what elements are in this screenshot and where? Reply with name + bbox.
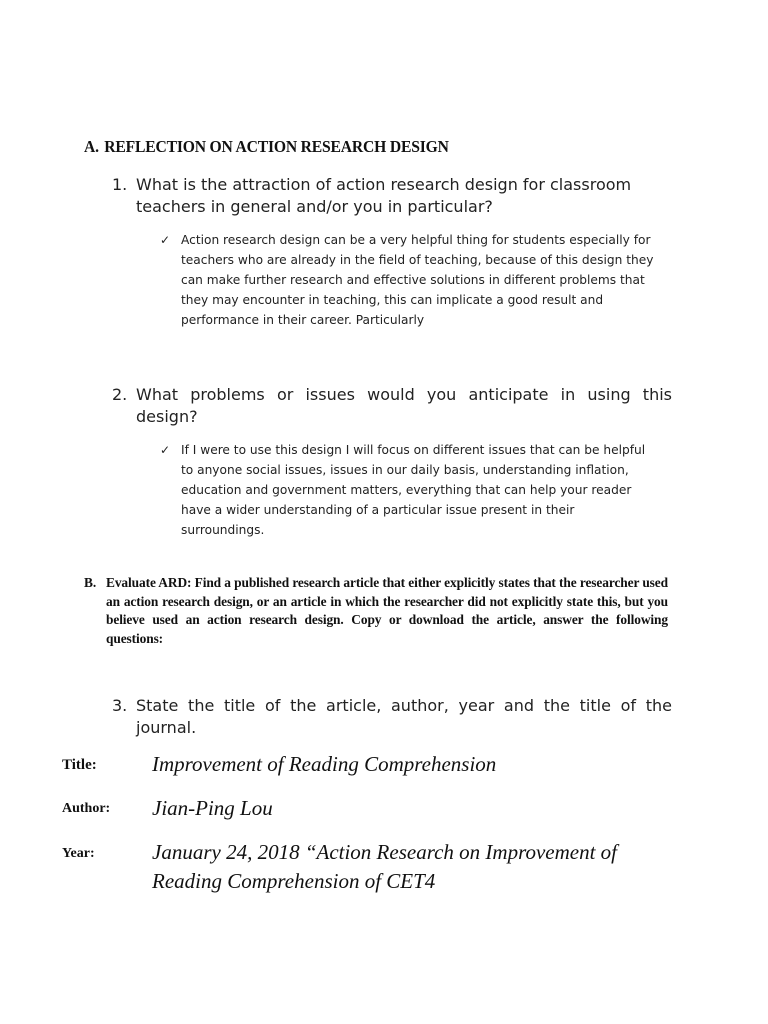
author-label: Author: <box>62 801 111 816</box>
question-2 <box>112 384 672 428</box>
author-value: Jian-Ping Lou <box>152 796 273 820</box>
year-value: January 24, 2018 “Action Research on Improvement of Reading Comprehension of CET4 <box>152 840 618 893</box>
title-value: Improvement of Reading Comprehension <box>152 752 497 776</box>
answer-2-text: If I were to use this design I will focus on different issues that can be helpful to anyone social issues, issues in our daily basis, understanding inflation, education and government matters, everything that can help your reader have a wider understanding of a particular issue present in their surroundings. <box>181 443 646 537</box>
checkmark-icon: ✓ <box>160 233 171 247</box>
title-label: Title: <box>62 757 97 773</box>
question-2-text: What problems or issues would you anticipate in using this design? <box>136 385 672 426</box>
question-1-number: 1. <box>112 175 128 194</box>
section-b-letter: B. <box>84 575 97 590</box>
section-a-letter: A. <box>84 137 99 156</box>
answer-1-text: Action research design can be a very helpful thing for students especially for teachers who are already in the field of teaching, because of this design they can make further research and effective solutions in different problems that they may encounter in teaching, this can implicate a good result and performance in their career. Particularly <box>181 233 654 327</box>
year-label: Year: <box>62 846 95 861</box>
answer-2 <box>160 440 660 540</box>
section-a-title: REFLECTION ON ACTION RESEARCH DESIGN <box>104 137 449 156</box>
checkmark-icon: ✓ <box>160 443 171 457</box>
section-b <box>84 574 668 648</box>
answer-1 <box>160 230 660 330</box>
question-3-number: 3. <box>112 696 128 715</box>
question-1-text: What is the attraction of action research design for classroom teachers in general and/or you in particular? <box>136 175 632 216</box>
question-2-number: 2. <box>112 385 128 404</box>
question-3 <box>112 695 672 739</box>
section-b-text: Evaluate ARD: Find a published research article that either explicitly states that the researcher used an action research design, or an article in which the researcher did not explicitly state this, but you believe used an action research design. Copy or download the article, answer the following questions: <box>106 575 668 646</box>
question-1 <box>112 174 672 218</box>
section-a-heading <box>84 137 449 157</box>
question-3-text: State the title of the article, author, year and the title of the journal. <box>136 696 672 737</box>
